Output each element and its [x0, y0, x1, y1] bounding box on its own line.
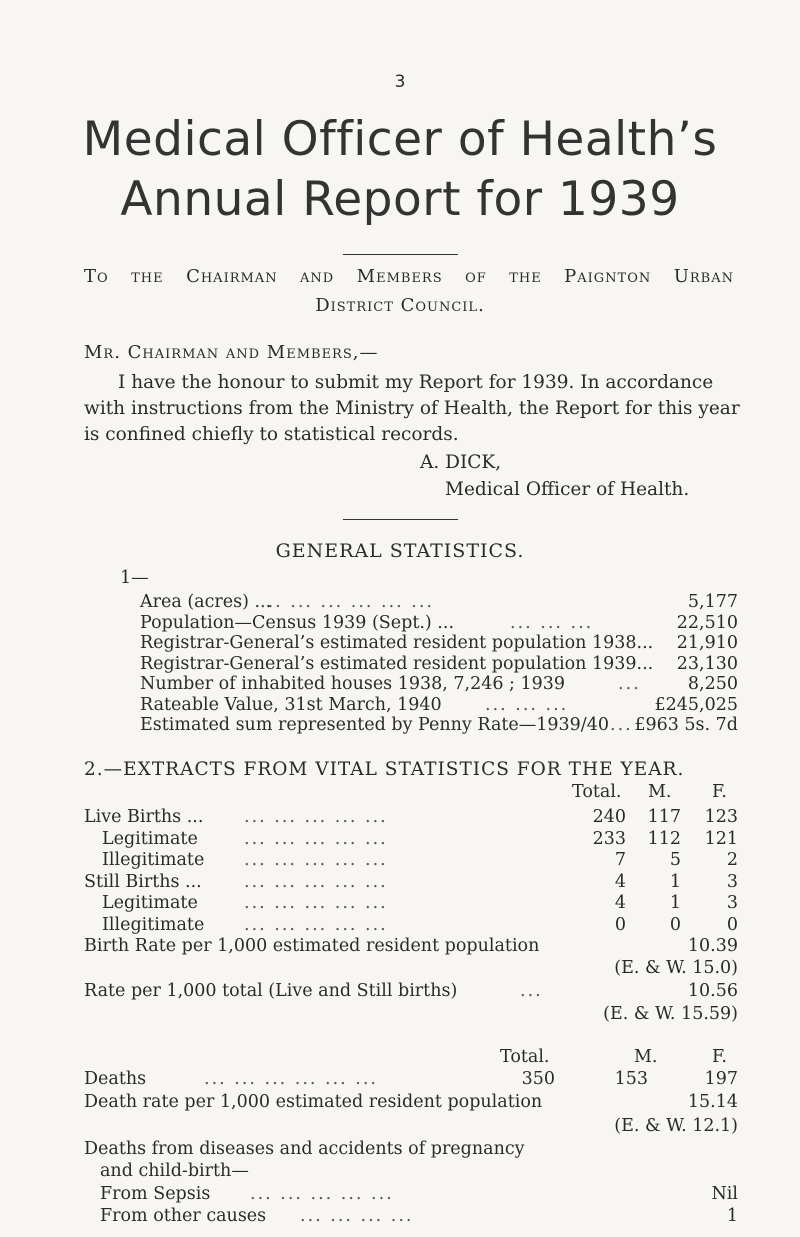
- stat-label: Registrar-General’s estimated resident population 1939...: [140, 653, 654, 674]
- address-line2: District Council.: [315, 295, 485, 316]
- stat-label: Population—Census 1939 (Sept.) ...: [140, 612, 455, 633]
- col-m-header: M.: [648, 782, 672, 802]
- table-row: Legitimate ... ... ... ... ... 4 1 3: [84, 893, 738, 915]
- cell-m: 1: [669, 871, 681, 892]
- deaths-label: Deaths: [84, 1069, 147, 1089]
- table-row: Still Births ... ... ... ... ... ... 4 1 3: [84, 871, 738, 892]
- deaths-col-f-header: F.: [712, 1047, 727, 1067]
- intro-line3: is confined chiefly to statistical records.: [84, 424, 459, 445]
- cell-total: 240: [592, 807, 626, 827]
- list-item: From other causes ... ... ... ... 1: [100, 1206, 738, 1226]
- row-label: Live Births ...: [84, 807, 204, 827]
- section-divider: [343, 519, 458, 520]
- row-label: Still Births ...: [84, 871, 202, 892]
- stat-value: 21,910: [676, 633, 738, 653]
- stat-value: 5,177: [687, 592, 738, 612]
- stat-dots: ... ... ...: [510, 612, 594, 633]
- stat-row: [140, 633, 738, 654]
- cell-f: 2: [726, 850, 738, 870]
- stat-row: [140, 592, 738, 613]
- birth-rate-ew: (E. & W. 15.0): [614, 958, 738, 978]
- row-label: Legitimate: [102, 893, 198, 913]
- deaths-row: Deaths ... ... ... ... ... ... 350 153 197: [84, 1069, 738, 1089]
- cell-f: 121: [704, 828, 738, 849]
- stat-value: 22,510: [676, 612, 738, 633]
- cell-total: 0: [614, 914, 626, 935]
- cell-f: 123: [704, 807, 738, 827]
- total-birth-rate-ew: (E. & W. 15.59): [603, 1004, 738, 1024]
- cell-m: 0: [669, 914, 681, 935]
- row-label: Legitimate: [102, 828, 198, 849]
- list-item: From Sepsis ... ... ... ... ... Nil: [100, 1184, 738, 1204]
- stat-dots: ... ... ... ... ... ...: [260, 592, 434, 612]
- death-rate-label: Death rate per 1,000 estimated resident population: [84, 1092, 543, 1112]
- maternal-label: From other causes: [100, 1206, 267, 1226]
- section2-heading: 2.—EXTRACTS FROM VITAL STATISTICS FOR THE YEAR.: [84, 759, 685, 780]
- table-row: Illegitimate ... ... ... ... ... 7 5 2: [84, 850, 738, 872]
- page-number: 3: [394, 72, 406, 92]
- cell-total: 4: [614, 893, 626, 913]
- maternal-value: 1: [726, 1206, 738, 1226]
- col-f-header: F.: [712, 782, 727, 802]
- table-row: Illegitimate ... ... ... ... ... 0 0 0: [84, 915, 738, 937]
- stat-label: Registrar-General’s estimated resident population 1938...: [140, 633, 654, 653]
- birth-rate-label: Birth Rate per 1,000 estimated resident population: [84, 936, 540, 956]
- deaths-m: 153: [614, 1069, 648, 1089]
- stat-row: [140, 715, 738, 736]
- deaths-col-total-header: Total.: [500, 1047, 550, 1067]
- death-rate-value: 15.14: [687, 1092, 738, 1112]
- stat-row: [140, 613, 738, 634]
- intro-line1: I have the honour to submit my Report for 1939. In accordance: [118, 372, 714, 393]
- maternal-label-line1: Deaths from diseases and accidents of pregnancy: [84, 1139, 525, 1159]
- cell-m: 1: [669, 893, 681, 913]
- cell-f: 3: [726, 893, 738, 913]
- maternal-label: From Sepsis: [100, 1184, 211, 1204]
- title-divider: [343, 254, 458, 255]
- cell-f: 0: [726, 914, 738, 935]
- stat-value: £963 5s. 7d: [634, 715, 738, 735]
- report-title-line2: Annual Report for 1939: [120, 172, 680, 227]
- stat-row: [140, 654, 738, 675]
- stat-dots: ... ... ...: [485, 694, 569, 715]
- intro-line2: with instructions from the Ministry of Health, the Report for this year: [84, 398, 740, 419]
- total-birth-rate-label: Rate per 1,000 total (Live and Still births): [84, 981, 458, 1001]
- row-label: Illegitimate: [102, 850, 205, 870]
- cell-m: 5: [669, 850, 681, 870]
- cell-total: 4: [614, 871, 626, 892]
- stat-label: Rateable Value, 31st March, 1940: [140, 694, 442, 715]
- col-total-header: Total.: [572, 782, 622, 802]
- address-line1: To the Chairman and Members of the Paignton Urban: [84, 266, 734, 287]
- births-table: [84, 807, 738, 936]
- general-stats-list: [140, 592, 738, 736]
- stat-label: Estimated sum represented by Penny Rate—1939/40: [140, 715, 609, 735]
- stat-value: 23,130: [676, 653, 738, 674]
- stat-dots: ...: [618, 674, 641, 694]
- deaths-f: 197: [704, 1069, 738, 1089]
- cell-total: 233: [592, 828, 626, 849]
- deaths-col-m-header: M.: [634, 1047, 658, 1067]
- signatory-name: A. DICK,: [420, 452, 502, 473]
- cell-total: 7: [614, 850, 626, 870]
- cell-m: 117: [647, 807, 681, 827]
- stat-row: [140, 674, 738, 695]
- stat-dots: ...: [610, 715, 633, 735]
- section1-label: 1—: [120, 568, 149, 588]
- table-row: Legitimate ... ... ... ... ... 233 112 121: [84, 829, 738, 851]
- total-birth-rate-value: 10.56: [687, 981, 738, 1001]
- deaths-total: 350: [521, 1069, 555, 1089]
- cell-m: 112: [647, 828, 681, 849]
- salutation: Mr. Chairman and Members,—: [84, 342, 379, 363]
- table-row: Live Births ... ... ... ... ... ... 240 117 123: [84, 807, 738, 827]
- general-statistics-heading: GENERAL STATISTICS.: [275, 540, 525, 562]
- maternal-list: [100, 1184, 738, 1228]
- death-rate-ew: (E. & W. 12.1): [614, 1116, 738, 1136]
- stat-label: Area (acres) ...: [140, 592, 272, 612]
- stat-label: Number of inhabited houses 1938, 7,246 ; 1939: [140, 674, 566, 694]
- stat-row: [140, 695, 738, 716]
- signatory-title: Medical Officer of Health.: [445, 479, 690, 500]
- cell-f: 3: [726, 871, 738, 892]
- stat-value: 8,250: [687, 674, 738, 694]
- row-label: Illegitimate: [102, 914, 205, 935]
- birth-rate-value: 10.39: [687, 936, 738, 956]
- report-title-line1: Medical Officer of Health’s: [82, 112, 718, 167]
- maternal-label-line2: and child-birth—: [100, 1161, 249, 1181]
- stat-value: £245,025: [654, 694, 738, 715]
- maternal-value: Nil: [711, 1184, 738, 1204]
